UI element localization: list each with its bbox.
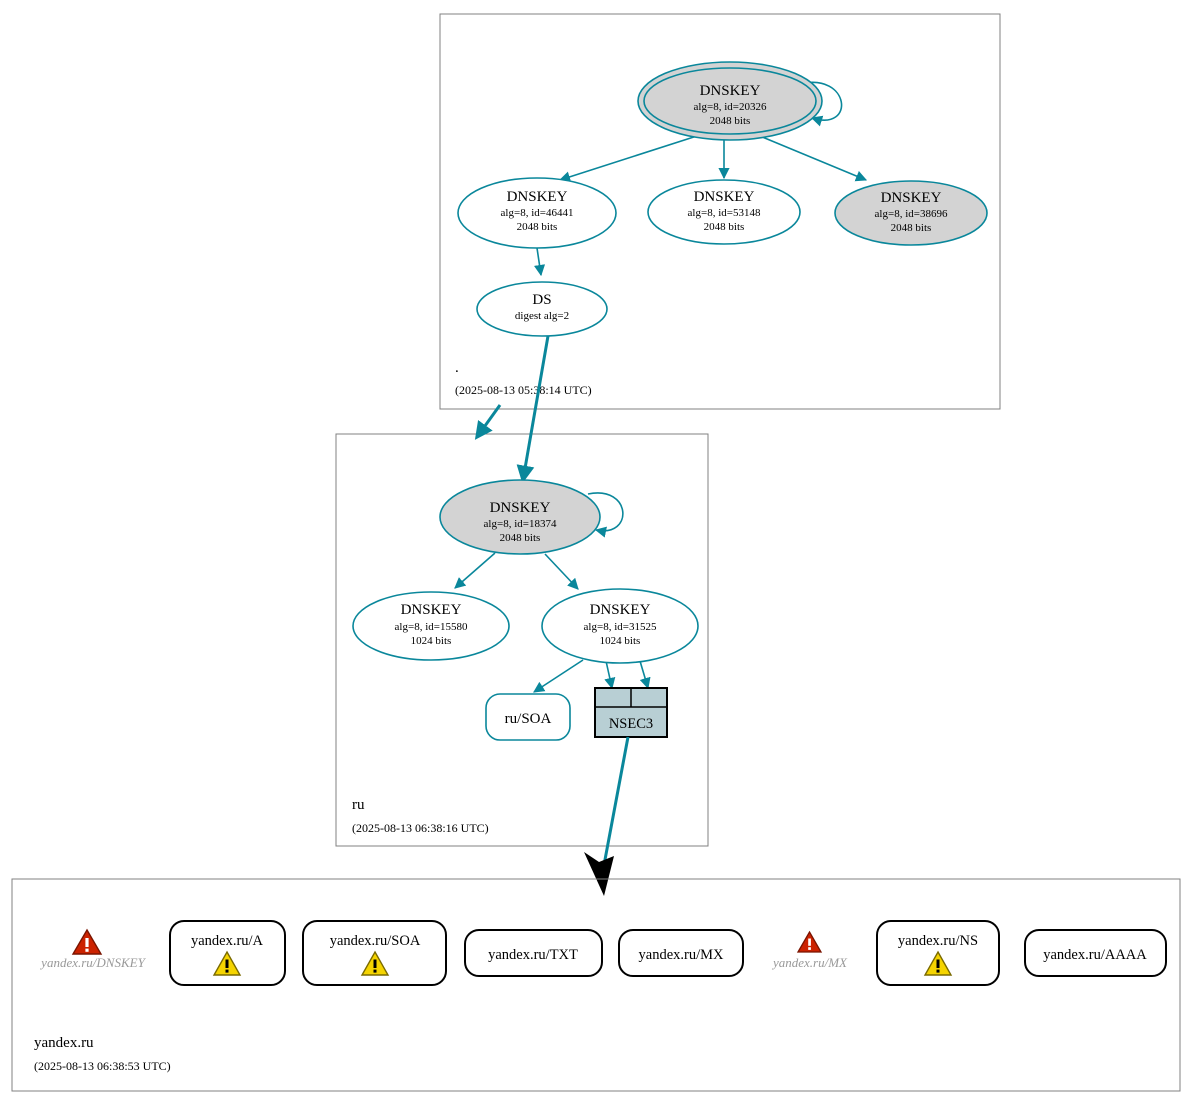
rrset-yandexru-txt[interactable] — [465, 930, 602, 976]
node-dnskey-20326-line3: 2048 bits — [709, 115, 751, 127]
node-ru-soa-label: ru/SOA — [504, 711, 552, 727]
node-ds-label: DS — [532, 292, 552, 308]
node-dnskey-31525-label: DNSKEY — [589, 602, 651, 618]
edge-zsk46441-to-ds — [537, 248, 541, 275]
node-dnskey-46441[interactable] — [458, 178, 616, 248]
rrset-yandexru-aaaa-label: yandex.ru/AAAA — [1043, 947, 1147, 963]
node-dnskey-15580[interactable] — [353, 592, 509, 660]
node-dnskey-46441-line2: alg=8, id=46441 — [500, 207, 574, 219]
rrset-yandexru-mx-error-label: yandex.ru/MX — [772, 955, 848, 970]
edge-ds-to-ru-dnskey — [523, 336, 548, 480]
zone-timestamp-ru: (2025-08-13 06:38:16 UTC) — [352, 821, 489, 835]
rrset-yandexru-txt-label: yandex.ru/TXT — [488, 947, 578, 963]
node-dnskey-15580-label: DNSKEY — [400, 602, 462, 618]
edge-ksk18374-to-zsk15580 — [455, 553, 495, 588]
node-dnskey-31525-line2: alg=8, id=31525 — [583, 621, 657, 633]
node-dnskey-38696-line2: alg=8, id=38696 — [874, 208, 948, 220]
edge-root-to-ru-zone — [477, 405, 500, 437]
node-dnskey-53148[interactable] — [648, 180, 800, 244]
node-ds-line2: digest alg=2 — [514, 310, 570, 322]
zone-label-root: . — [455, 360, 459, 376]
rrset-yandexru-mx[interactable] — [619, 930, 743, 976]
delegation-arrowhead — [584, 852, 614, 896]
rrset-yandexru-ns[interactable] — [877, 921, 999, 985]
rrset-yandexru-soa-label: yandex.ru/SOA — [329, 933, 421, 949]
zone-label-yandexru: yandex.ru — [34, 1035, 94, 1051]
node-dnskey-53148-label: DNSKEY — [693, 189, 755, 205]
node-dnskey-18374-label: DNSKEY — [489, 500, 551, 516]
rrset-yandexru-mx-label: yandex.ru/MX — [638, 947, 724, 963]
rrset-yandexru-aaaa[interactable] — [1025, 930, 1166, 976]
node-dnskey-53148-line2: alg=8, id=53148 — [687, 207, 761, 219]
edge-zsk31525-to-nsec3-a — [606, 661, 612, 688]
error-icon — [798, 932, 821, 952]
node-dnskey-18374-line2: alg=8, id=18374 — [483, 518, 557, 530]
node-dnskey-31525[interactable] — [542, 589, 698, 663]
rrset-yandexru-dnskey-label: yandex.ru/DNSKEY — [41, 955, 145, 970]
edge-ksk20326-to-zsk38696 — [760, 136, 866, 180]
edge-ksk18374-to-zsk31525 — [545, 554, 578, 589]
node-dnskey-38696-line3: 2048 bits — [890, 222, 932, 234]
node-dnskey-20326[interactable] — [638, 62, 822, 140]
node-dnskey-46441-line3: 2048 bits — [516, 221, 558, 233]
zone-timestamp-yandexru: (2025-08-13 06:38:53 UTC) — [34, 1059, 171, 1073]
node-dnskey-20326-line2: alg=8, id=20326 — [693, 101, 767, 113]
rrset-yandexru-soa[interactable] — [303, 921, 446, 985]
node-dnskey-46441-label: DNSKEY — [506, 189, 568, 205]
node-dnskey-38696[interactable] — [835, 181, 987, 245]
node-dnskey-18374-line3: 2048 bits — [499, 532, 541, 544]
node-ds-digest-alg-2[interactable] — [477, 282, 607, 336]
zone-label-ru: ru — [352, 797, 365, 813]
edge-zsk31525-to-ru-soa — [534, 660, 583, 692]
node-dnskey-53148-line3: 2048 bits — [703, 221, 745, 233]
node-dnskey-20326-label: DNSKEY — [699, 83, 761, 99]
node-dnskey-38696-label: DNSKEY — [880, 190, 942, 206]
rrset-yandexru-ns-label: yandex.ru/NS — [897, 933, 979, 949]
node-dnskey-15580-line3: 1024 bits — [410, 635, 452, 647]
error-icon — [73, 930, 101, 954]
node-nsec3-label: NSEC3 — [608, 716, 654, 732]
node-dnskey-15580-line2: alg=8, id=15580 — [394, 621, 468, 633]
edge-zsk31525-to-nsec3-b — [640, 661, 648, 688]
zone-timestamp-root: (2025-08-13 05:38:14 UTC) — [455, 383, 592, 397]
rrset-yandexru-a-label: yandex.ru/A — [190, 933, 264, 949]
node-dnskey-18374[interactable] — [440, 480, 600, 554]
rrset-yandexru-dnskey[interactable] — [39, 930, 146, 970]
edge-ksk20326-to-zsk46441 — [560, 135, 700, 180]
node-nsec3[interactable] — [595, 688, 667, 737]
node-ru-soa[interactable] — [486, 694, 570, 740]
rrset-yandexru-mx-error[interactable] — [771, 932, 848, 970]
rrset-yandexru-a[interactable] — [170, 921, 285, 985]
node-dnskey-31525-line3: 1024 bits — [599, 635, 641, 647]
